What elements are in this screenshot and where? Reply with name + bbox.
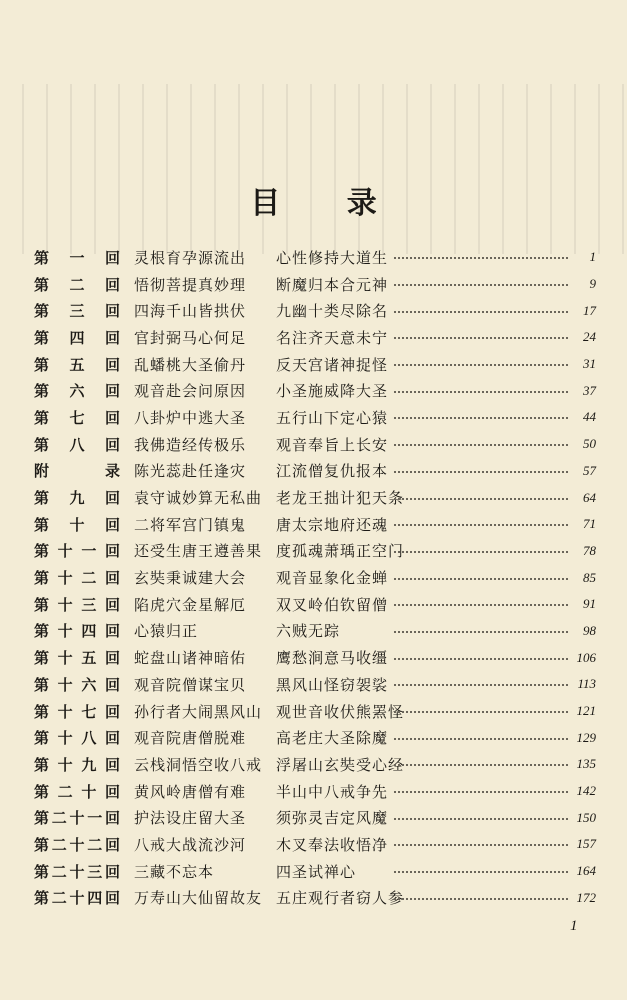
chapter-title-first-line: 官封弼马心何足 <box>134 328 247 347</box>
chapter-title-second-line: 江流僧复仇报本 <box>276 462 389 481</box>
chapter-number: 第 三 回 <box>34 302 120 321</box>
toc-row[interactable] <box>34 538 596 565</box>
dot-leader <box>394 257 568 259</box>
page-ref: 113 <box>577 676 596 692</box>
chapter-title-first-line: 万寿山大仙留故友 <box>134 889 263 908</box>
chapter-title-second-line: 度孤魂萧瑀正空门 <box>276 542 405 561</box>
chapter-title-second-line: 木叉奉法收悟净 <box>276 835 389 854</box>
chapter-title-second-line: 黑风山怪窃袈裟 <box>276 675 389 694</box>
page-ref: 1 <box>589 249 596 265</box>
chapter-title-first-line: 心猿归正 <box>134 622 199 641</box>
chapter-number: 第 十 六 回 <box>34 675 120 694</box>
dot-leader <box>394 311 568 313</box>
chapter-title-second-line: 鹰愁涧意马收缰 <box>276 649 389 668</box>
dot-leader <box>394 791 568 793</box>
chapter-number: 第 二 十 四 回 <box>34 889 120 908</box>
toc-row[interactable] <box>34 458 596 485</box>
toc-row[interactable] <box>34 858 596 885</box>
toc-row[interactable] <box>34 778 596 805</box>
dot-leader <box>394 284 568 286</box>
page-ref: 121 <box>576 703 596 719</box>
chapter-title-first-line: 二将军宫门镇鬼 <box>134 515 247 534</box>
chapter-number: 第 一 回 <box>34 248 120 267</box>
toc-row[interactable] <box>34 564 596 591</box>
dot-leader <box>394 551 568 553</box>
chapter-title-first-line: 观音赴会问原因 <box>134 382 247 401</box>
page-ref: 98 <box>583 622 596 638</box>
dot-leader <box>394 364 568 366</box>
chapter-title-second-line: 断魔归本合元神 <box>276 275 389 294</box>
page-ref: 9 <box>589 276 596 292</box>
page-ref: 64 <box>583 489 596 505</box>
page-ref: 150 <box>576 809 596 825</box>
chapter-title-first-line: 灵根育孕源流出 <box>134 248 247 267</box>
chapter-number: 附 录 <box>34 462 120 481</box>
chapter-title-first-line: 袁守诚妙算无私曲 <box>134 489 263 508</box>
dot-leader <box>394 417 568 419</box>
toc-row[interactable] <box>34 377 596 404</box>
chapter-title-second-line: 小圣施威降大圣 <box>276 382 389 401</box>
chapter-number: 第 九 回 <box>34 489 120 508</box>
toc-row[interactable] <box>34 831 596 858</box>
chapter-number: 第 十 回 <box>34 515 120 534</box>
page-ref: 172 <box>576 889 596 905</box>
chapter-title-second-line: 浮屠山玄奘受心经 <box>276 755 405 774</box>
chapter-title-second-line: 六贼无踪 <box>276 622 341 641</box>
chapter-number: 第 十 九 回 <box>34 755 120 774</box>
chapter-title-first-line: 四海千山皆拱伏 <box>134 302 247 321</box>
page-ref: 164 <box>576 863 596 879</box>
dot-leader <box>394 764 568 766</box>
chapter-title-first-line: 还受生唐王遵善果 <box>134 542 263 561</box>
chapter-title-first-line: 护法设庄留大圣 <box>134 809 247 828</box>
chapter-title-first-line: 陷虎穴金星解厄 <box>134 595 247 614</box>
chapter-number: 第 二 十 三 回 <box>34 862 120 881</box>
toc-row[interactable] <box>34 484 596 511</box>
toc-row[interactable] <box>34 431 596 458</box>
toc-row[interactable] <box>34 404 596 431</box>
chapter-title-second-line: 名注齐天意未宁 <box>276 328 389 347</box>
page-ref: 157 <box>576 836 596 852</box>
page-ref: 129 <box>576 729 596 745</box>
toc-row[interactable] <box>34 724 596 751</box>
chapter-title-first-line: 八戒大战流沙河 <box>134 835 247 854</box>
table-of-contents <box>34 244 596 911</box>
dot-leader <box>394 604 568 606</box>
chapter-title-first-line: 乱蟠桃大圣偷丹 <box>134 355 247 374</box>
chapter-number: 第 十 八 回 <box>34 729 120 748</box>
page-ref: 17 <box>583 302 596 318</box>
page-ref: 135 <box>576 756 596 772</box>
dot-leader <box>394 738 568 740</box>
page-ref: 50 <box>583 436 596 452</box>
dot-leader <box>394 391 568 393</box>
dot-leader <box>394 844 568 846</box>
dot-leader <box>394 818 568 820</box>
chapter-title-first-line: 观音院僧谋宝贝 <box>134 675 247 694</box>
chapter-title-first-line: 蛇盘山诸神暗佑 <box>134 649 247 668</box>
toc-row[interactable] <box>34 618 596 645</box>
chapter-number: 第 十 五 回 <box>34 649 120 668</box>
toc-row[interactable] <box>34 644 596 671</box>
chapter-number: 第 十 二 回 <box>34 569 120 588</box>
chapter-title-first-line: 八卦炉中逃大圣 <box>134 408 247 427</box>
chapter-number: 第 六 回 <box>34 382 120 401</box>
dot-leader <box>394 337 568 339</box>
chapter-title-first-line: 玄奘秉诚建大会 <box>134 569 247 588</box>
chapter-number: 第 十 一 回 <box>34 542 120 561</box>
dot-leader <box>394 898 568 900</box>
dot-leader <box>394 684 568 686</box>
toc-row[interactable] <box>34 351 596 378</box>
chapter-title-second-line: 四圣试禅心 <box>276 862 357 881</box>
chapter-title-first-line: 我佛造经传极乐 <box>134 435 247 454</box>
page-ref: 57 <box>583 462 596 478</box>
chapter-number: 第 八 回 <box>34 435 120 454</box>
chapter-title-second-line: 观音显象化金蝉 <box>276 569 389 588</box>
toc-row[interactable] <box>34 297 596 324</box>
chapter-title-first-line: 陈光蕊赴任逢灾 <box>134 462 247 481</box>
page-ref: 91 <box>583 596 596 612</box>
chapter-title-second-line: 半山中八戒争先 <box>276 782 389 801</box>
toc-row[interactable] <box>34 511 596 538</box>
chapter-title-second-line: 心性修持大道生 <box>276 248 389 267</box>
chapter-title-second-line: 观音奉旨上长安 <box>276 435 389 454</box>
chapter-number: 第 五 回 <box>34 355 120 374</box>
chapter-title-second-line: 反天宫诸神捉怪 <box>276 355 389 374</box>
chapter-title-first-line: 三藏不忘本 <box>134 862 215 881</box>
page-ref: 24 <box>583 329 596 345</box>
chapter-number: 第 四 回 <box>34 328 120 347</box>
dot-leader <box>394 658 568 660</box>
page-ref: 106 <box>576 649 596 665</box>
chapter-number: 第 十 四 回 <box>34 622 120 641</box>
page-ref: 71 <box>583 516 596 532</box>
toc-row[interactable] <box>34 244 596 271</box>
page-ref: 37 <box>583 382 596 398</box>
toc-row[interactable] <box>34 751 596 778</box>
toc-row[interactable] <box>34 591 596 618</box>
page-ref: 85 <box>583 569 596 585</box>
dot-leader <box>394 631 568 633</box>
chapter-title-first-line: 悟彻菩提真妙理 <box>134 275 247 294</box>
dot-leader <box>394 498 568 500</box>
page-ref: 142 <box>576 783 596 799</box>
dot-leader <box>394 444 568 446</box>
chapter-title-first-line: 孙行者大闹黑风山 <box>134 702 263 721</box>
toc-row[interactable] <box>34 671 596 698</box>
toc-row[interactable] <box>34 885 596 912</box>
chapter-title-first-line: 观音院唐僧脱难 <box>134 729 247 748</box>
chapter-number: 第 二 十 一 回 <box>34 809 120 828</box>
dot-leader <box>394 578 568 580</box>
page-title: 目 录 <box>250 186 405 221</box>
chapter-number: 第 二 十 二 回 <box>34 835 120 854</box>
chapter-number: 第 七 回 <box>34 408 120 427</box>
chapter-title-second-line: 须弥灵吉定风魔 <box>276 809 389 828</box>
chapter-title-first-line: 黄风岭唐僧有难 <box>134 782 247 801</box>
page-ref: 31 <box>583 356 596 372</box>
chapter-title-second-line: 唐太宗地府还魂 <box>276 515 389 534</box>
folio-number: 1 <box>570 918 578 934</box>
dot-leader <box>394 871 568 873</box>
dot-leader <box>394 524 568 526</box>
show-through-texture <box>0 84 627 254</box>
dot-leader <box>394 471 568 473</box>
dot-leader <box>394 711 568 713</box>
toc-row[interactable] <box>34 324 596 351</box>
chapter-number: 第 二 回 <box>34 275 120 294</box>
chapter-title-second-line: 双叉岭伯钦留僧 <box>276 595 389 614</box>
chapter-number: 第 二 十 回 <box>34 782 120 801</box>
chapter-number: 第 十 三 回 <box>34 595 120 614</box>
page-ref: 44 <box>583 409 596 425</box>
toc-row[interactable] <box>34 271 596 298</box>
chapter-title-second-line: 五庄观行者窃人参 <box>276 889 405 908</box>
chapter-title-second-line: 九幽十类尽除名 <box>276 302 389 321</box>
chapter-title-second-line: 高老庄大圣除魔 <box>276 729 389 748</box>
chapter-title-first-line: 云栈洞悟空收八戒 <box>134 755 263 774</box>
toc-row[interactable] <box>34 804 596 831</box>
chapter-title-second-line: 五行山下定心猿 <box>276 408 389 427</box>
page-ref: 78 <box>583 542 596 558</box>
chapter-title-second-line: 老龙王拙计犯天条 <box>276 489 405 508</box>
toc-row[interactable] <box>34 698 596 725</box>
chapter-title-second-line: 观世音收伏熊罴怪 <box>276 702 405 721</box>
chapter-number: 第 十 七 回 <box>34 702 120 721</box>
